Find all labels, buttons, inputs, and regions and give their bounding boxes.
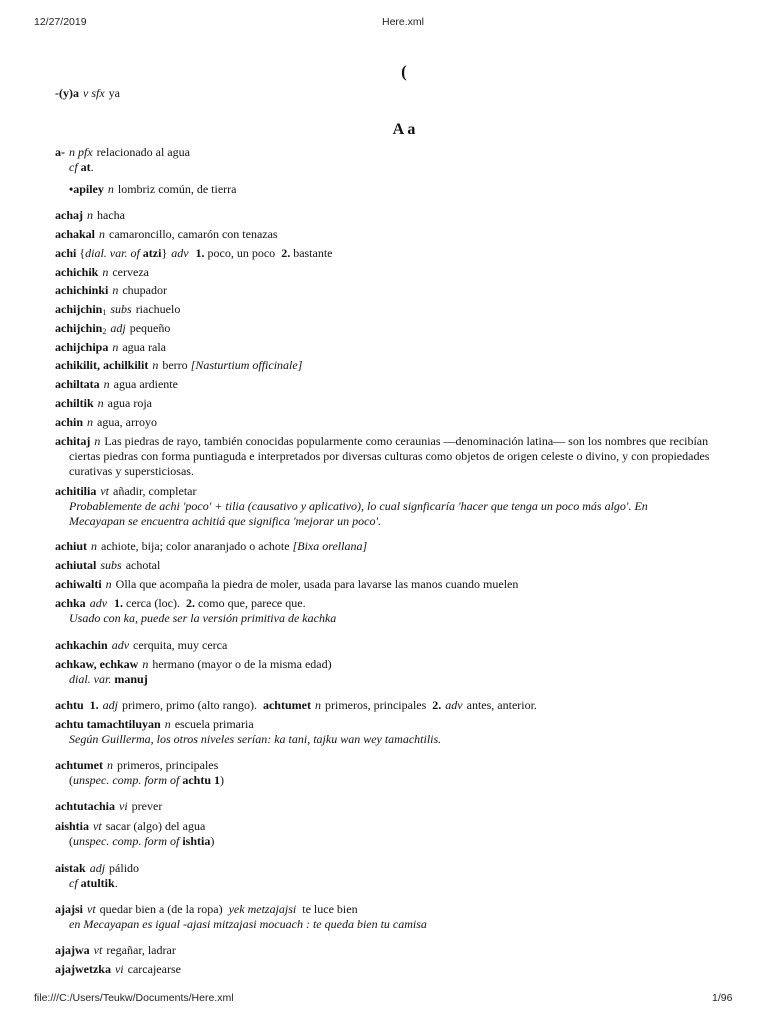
definition: carcajearse: [127, 962, 181, 976]
entry-achikilit: [55, 358, 735, 373]
entry-achtu: [55, 698, 735, 713]
entry-a: [55, 145, 735, 175]
part-of-speech: n: [103, 377, 110, 391]
headword: achkachin: [55, 638, 108, 652]
entry-achichik: [55, 265, 735, 280]
headword: achikilit, achilkilit: [55, 358, 149, 372]
headword: achitilia: [55, 484, 97, 498]
headword: achi: [55, 246, 77, 260]
definition: sacar (algo) del agua: [105, 819, 206, 833]
part-of-speech: n: [107, 758, 113, 772]
definition: berro: [162, 358, 188, 372]
definition: camaroncillo, camarón con tenazas: [109, 227, 278, 241]
headword: achichik: [55, 265, 99, 279]
entry-achtutachia: [55, 799, 735, 814]
entry-ajajwa: [55, 943, 735, 958]
entry-achin: [55, 415, 735, 430]
paren: (: [69, 773, 73, 787]
homonym-number: 1: [102, 308, 107, 317]
part-of-speech: adv: [89, 596, 108, 610]
definition: agua roja: [107, 396, 152, 410]
headword: achijchipa: [55, 340, 109, 354]
document-title: Here.xml: [382, 16, 425, 28]
sense-number: 1.: [89, 698, 99, 712]
page-number: 1/96: [712, 992, 733, 1004]
entry-achiwalti: [55, 577, 735, 592]
part-of-speech: adj: [89, 861, 106, 875]
headword: achiltik: [55, 396, 94, 410]
headword: achijchin: [55, 302, 103, 316]
entry-achiltik: [55, 396, 735, 411]
headword: achka: [55, 596, 86, 610]
part-of-speech: n: [94, 434, 101, 448]
headword: ajajwa: [55, 943, 90, 957]
part-of-speech: adj: [102, 698, 119, 712]
definition: agua ardiente: [113, 377, 178, 391]
variant-word: manuj: [114, 672, 148, 686]
entry-achaj: [55, 208, 735, 223]
cross-reference-word: atultik: [80, 876, 115, 890]
punctuation: .: [90, 160, 94, 174]
file-path: file:///C:/Users/Teukw/Documents/Here.xml: [34, 992, 234, 1004]
part-of-speech: n: [112, 340, 119, 354]
entry-ya: [55, 86, 735, 101]
dialect-variant-label: dial. var. of: [85, 246, 140, 260]
definition: achotal: [125, 558, 161, 572]
example-phrase: yek metzajajsi: [228, 902, 297, 916]
definition: bastante: [293, 246, 333, 260]
headword: achtu: [55, 698, 84, 712]
headword: achichinki: [55, 283, 109, 297]
headword: achitaj: [55, 434, 91, 448]
part-of-speech: subs: [110, 302, 132, 316]
definition: lombriz común, de tierra: [117, 182, 237, 196]
headword: aishtia: [55, 819, 90, 833]
part-of-speech: adv: [445, 698, 463, 712]
headword: achaj: [55, 208, 83, 222]
punctuation: .: [114, 876, 118, 890]
definition: hermano (mayor o de la misma edad): [152, 657, 332, 671]
headword: achtutachia: [55, 799, 115, 813]
cross-reference-label: cf: [69, 876, 78, 890]
entry-ajajsi: [55, 902, 735, 932]
entry-achka: [55, 596, 735, 626]
usage-note: Usado con ka, puede ser la versión primitiva de kachka: [69, 611, 337, 625]
definition: agua rala: [122, 340, 166, 354]
section-heading-paren: (: [401, 62, 407, 81]
entry-achiltata: [55, 377, 735, 392]
entry-achichinki: [55, 283, 735, 298]
sense-number: 2.: [185, 596, 195, 610]
part-of-speech: adj: [110, 321, 126, 335]
part-of-speech: vt: [93, 819, 102, 833]
definition: agua, arroyo: [97, 415, 157, 429]
definition: Las piedras de rayo, también conocidas popularmente como ceraunias —denominación latina— son los nombres que recibían ciertas piedras con forma puntiaguda e interpretados por diversas culturas como objetos de origen celeste o divino, y con propiedades curativas y supersticiosas.: [69, 434, 710, 478]
part-of-speech: vt: [100, 484, 110, 498]
headword: achin: [55, 415, 84, 429]
entry-achi: [55, 246, 735, 261]
definition: primeros, principales: [117, 758, 219, 772]
usage-note: Según Guillerma, los otros niveles serían: ka tani, tajku wan wey tamachtilis.: [69, 732, 442, 746]
headword: achiltata: [55, 377, 100, 391]
entry-achiutal: [55, 558, 735, 573]
definition: cerca (loc).: [126, 596, 180, 610]
usage-note: en Mecayapan es igual -ajasi mitzajasi mocuach : te queda bien tu camisa: [69, 917, 427, 931]
entry-achkachin: [55, 638, 735, 653]
scientific-name: [Nasturtium officinale]: [190, 358, 303, 372]
sense-number: 1.: [114, 596, 124, 610]
part-of-speech: n: [164, 717, 171, 731]
entry-achtu-tamachtiluyan: [55, 717, 735, 747]
entry-achijchin-2: [55, 321, 735, 336]
part-of-speech: subs: [100, 558, 122, 572]
subentry-headword: achtumet: [262, 698, 311, 712]
paren: (: [69, 834, 73, 848]
definition: prever: [131, 799, 163, 813]
definition: pequeño: [129, 321, 171, 335]
entry-aishtia: [55, 819, 735, 849]
definition: achiote, bija; color anaranjado o achote: [101, 539, 290, 553]
part-of-speech: n pfx: [69, 145, 93, 159]
headword: achijchin: [55, 321, 103, 335]
sense-number: 2.: [281, 246, 291, 260]
entry-ajajwetzka: [55, 962, 735, 977]
entry-achijchin-1: [55, 302, 735, 317]
part-of-speech: n: [87, 208, 93, 222]
compound-form-word: ishtia: [182, 834, 211, 848]
usage-note: Probablemente de achi 'poco' + tilia (causativo y aplicativo), lo cual signficaría 'hacer que tenga un poco más algo'. En Mecayapan se encuentra achitiá que significa 'mejorar un poco'.: [69, 499, 648, 528]
paren: ): [210, 834, 215, 848]
headword: achakal: [55, 227, 96, 241]
entry-achkaw: [55, 657, 735, 687]
entry-achijchipa: [55, 340, 735, 355]
entry-achitaj: [55, 434, 742, 479]
brace: }: [161, 246, 168, 260]
definition: cerveza: [112, 265, 149, 279]
definition: cerquita, muy cerca: [133, 638, 228, 652]
definition: como que, parece que.: [197, 596, 306, 610]
definition: añadir, completar: [113, 484, 197, 498]
paren: ): [220, 773, 224, 787]
entry-aistak: [55, 861, 735, 891]
compound-form-label: unspec. comp. form of: [73, 834, 180, 848]
part-of-speech: vi: [114, 962, 124, 976]
scientific-name: [Bixa orellana]: [292, 539, 368, 553]
headword: achkaw, echkaw: [55, 657, 139, 671]
entry-achiut: [55, 539, 735, 554]
headword: achtu tamachtiluyan: [55, 717, 161, 731]
part-of-speech: n: [152, 358, 159, 372]
sense-number: 2.: [432, 698, 442, 712]
definition: chupador: [122, 283, 168, 297]
part-of-speech: n: [102, 265, 109, 279]
headword: a-: [55, 145, 65, 159]
definition: hacha: [97, 208, 125, 222]
definition: poco, un poco: [207, 246, 276, 260]
section-heading-a: A a: [392, 121, 416, 138]
definition: primeros, principales: [324, 698, 427, 712]
example-translation: te luce bien: [302, 902, 358, 916]
definition: quedar bien a (de la ropa): [99, 902, 223, 916]
definition: regañar, ladrar: [106, 943, 176, 957]
print-date: 12/27/2019: [34, 16, 87, 28]
part-of-speech: vt: [87, 902, 96, 916]
part-of-speech: n: [314, 698, 321, 712]
definition: riachuelo: [135, 302, 181, 316]
headword: -(y)a: [55, 86, 79, 100]
sense-number: 1.: [195, 246, 205, 260]
variant-word: atzi: [142, 246, 162, 260]
headword: achiut: [55, 539, 88, 553]
headword: achiutal: [55, 558, 97, 572]
headword: aistak: [55, 861, 86, 875]
definition: pálido: [109, 861, 140, 875]
brace: {: [79, 246, 86, 260]
part-of-speech: adv: [171, 246, 189, 260]
definition: antes, anterior.: [466, 698, 537, 712]
headword: ajajwetzka: [55, 962, 111, 976]
definition: Olla que acompaña la piedra de moler, usada para lavarse las manos cuando muelen: [115, 577, 519, 591]
part-of-speech: n: [99, 227, 106, 241]
entry-achtumet: [55, 758, 735, 788]
entry-achakal: [55, 227, 735, 242]
entry-achitilia: [55, 484, 735, 529]
part-of-speech: n: [105, 577, 112, 591]
part-of-speech: n: [142, 657, 149, 671]
homonym-number: 2: [102, 327, 107, 336]
definition: escuela primaria: [174, 717, 254, 731]
headword: ajajsi: [55, 902, 83, 916]
compound-form-word: achtu 1: [182, 773, 220, 787]
headword: achiwalti: [55, 577, 102, 591]
headword: •apiley: [69, 182, 104, 196]
definition: primero, primo (alto rango).: [122, 698, 257, 712]
entry-apiley: [55, 182, 735, 197]
definition: ya: [108, 86, 120, 100]
cross-reference-word: at: [80, 160, 91, 174]
definition: relacionado al agua: [96, 145, 190, 159]
cross-reference-label: cf: [69, 160, 78, 174]
part-of-speech: n: [97, 396, 104, 410]
part-of-speech: vi: [119, 799, 128, 813]
part-of-speech: n: [107, 182, 114, 196]
part-of-speech: n: [112, 283, 119, 297]
part-of-speech: n: [91, 539, 98, 553]
headword: achtumet: [55, 758, 103, 772]
part-of-speech: adv: [111, 638, 130, 652]
compound-form-label: unspec. comp. form of: [73, 773, 180, 787]
part-of-speech: v sfx: [83, 86, 105, 100]
dialect-variant-label: dial. var.: [69, 672, 112, 686]
part-of-speech: n: [87, 415, 94, 429]
part-of-speech: vt: [93, 943, 103, 957]
